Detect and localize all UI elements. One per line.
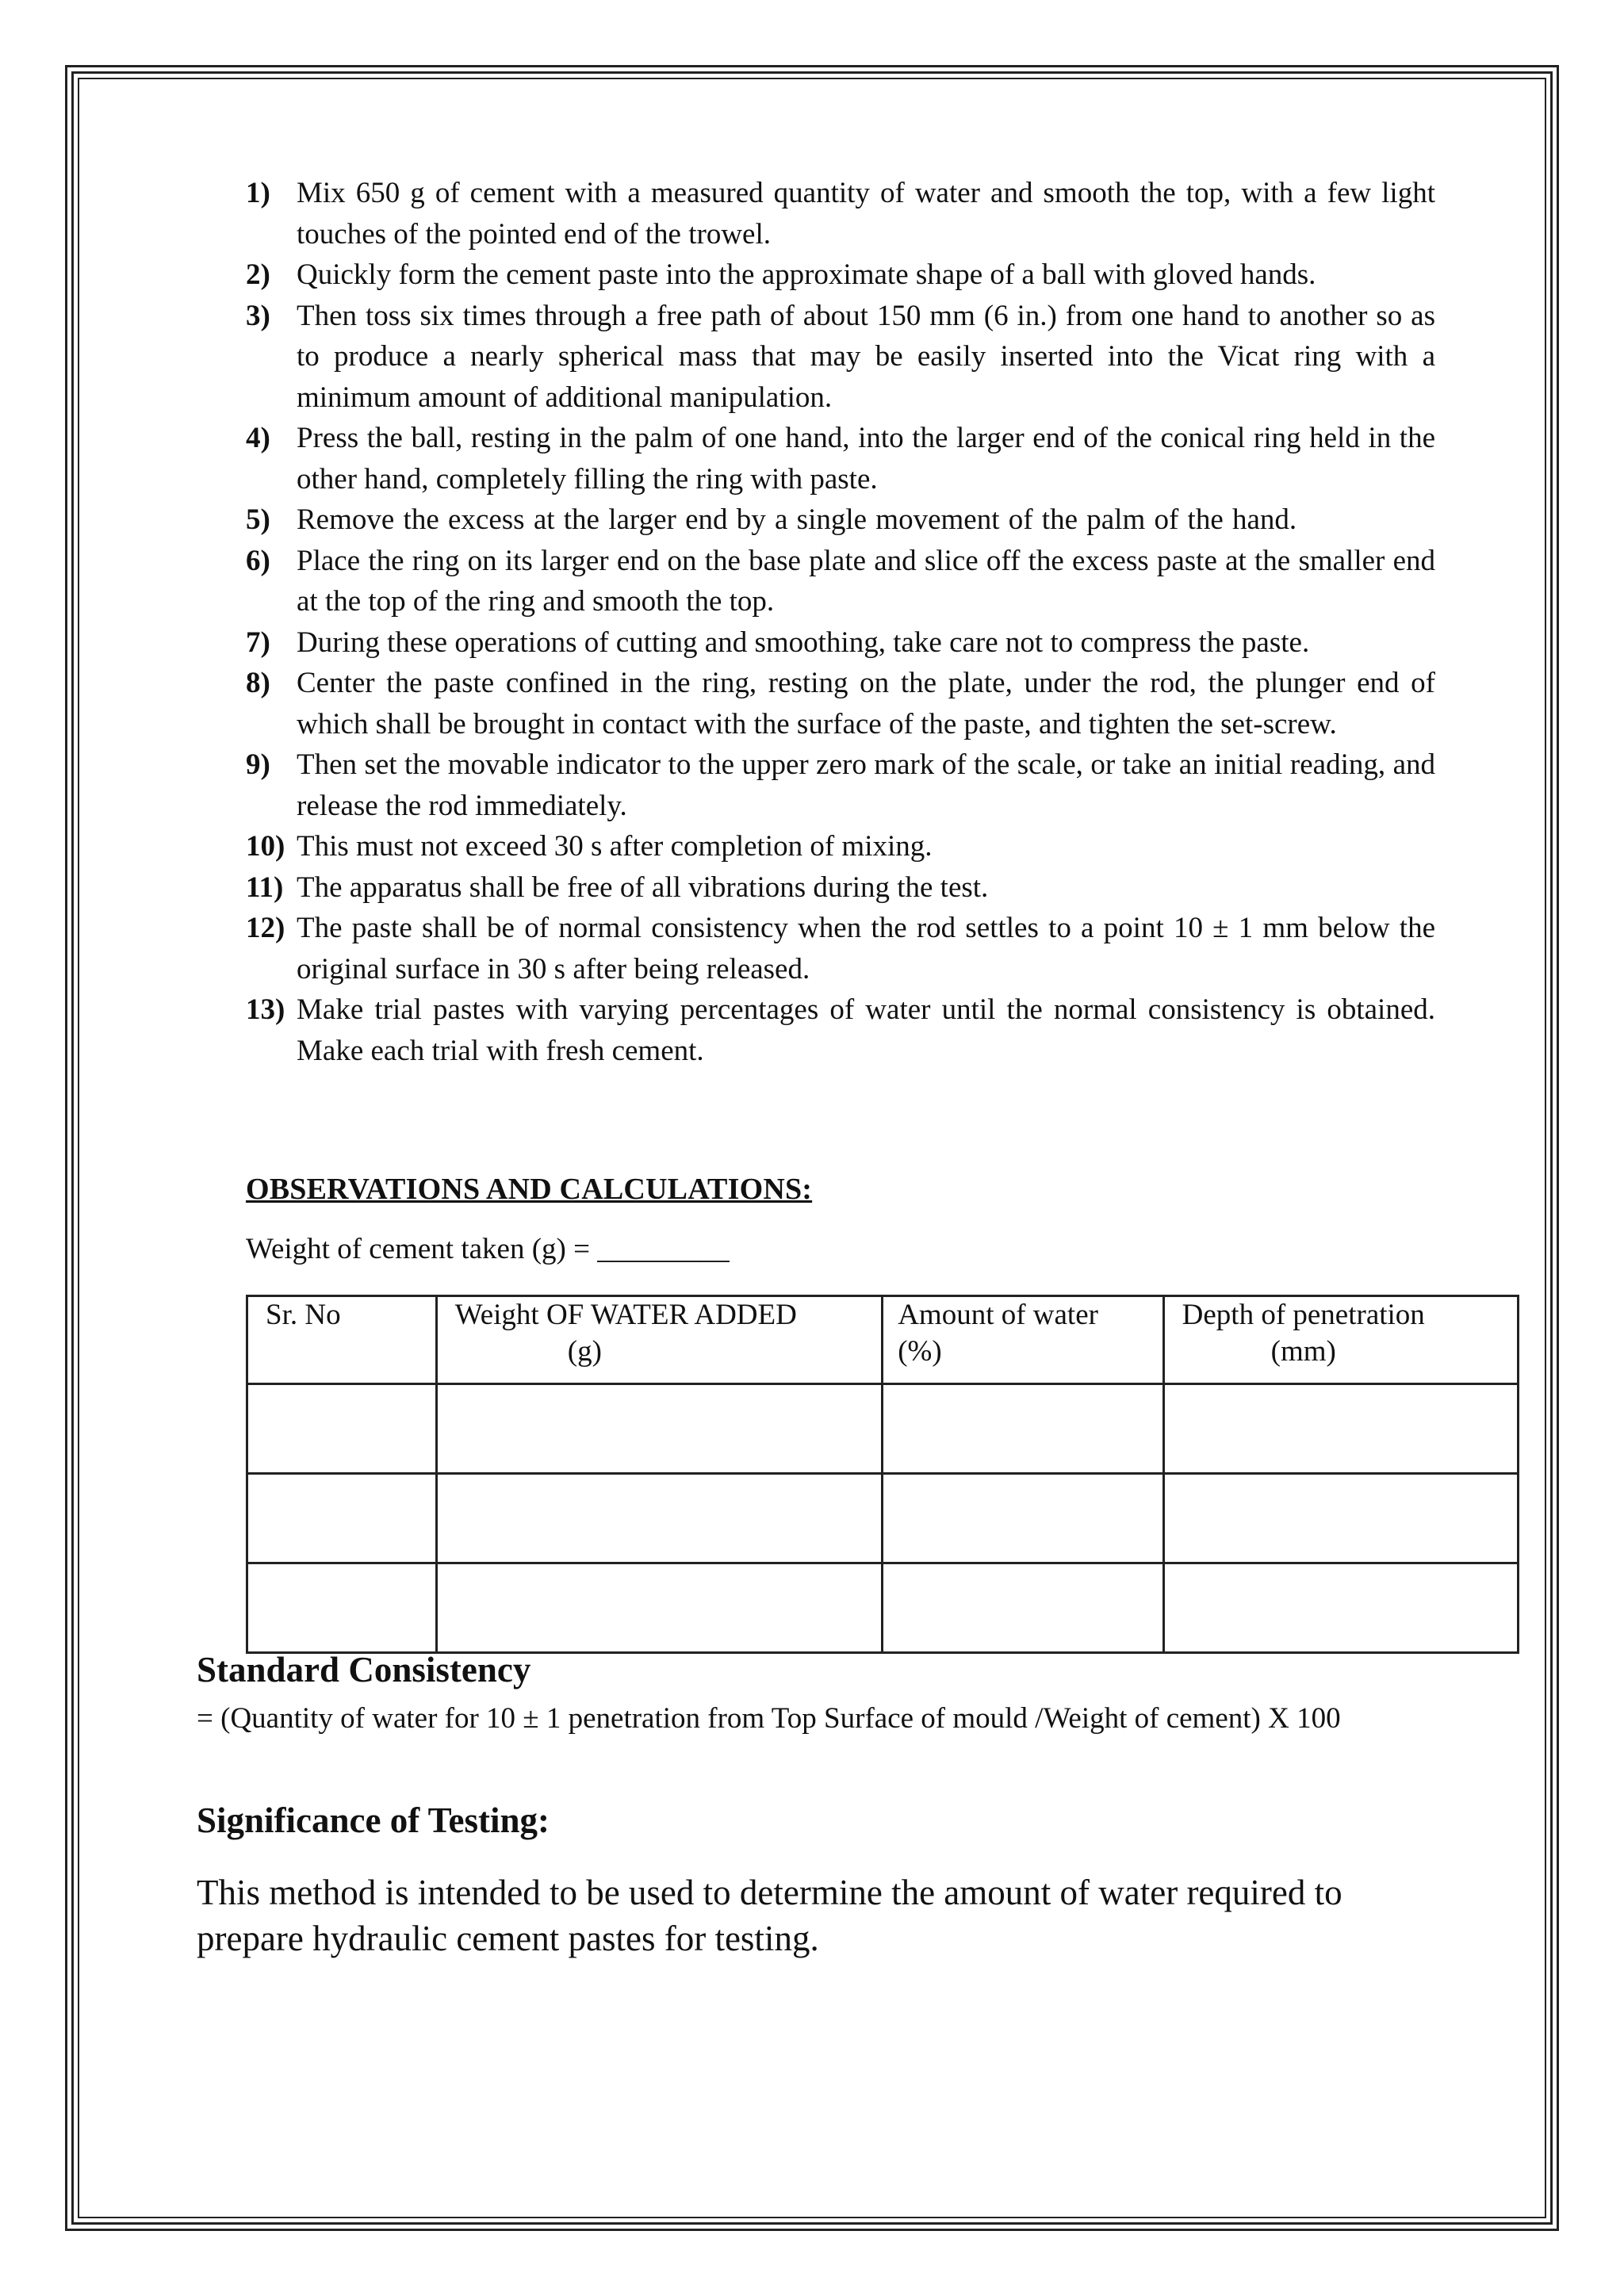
table-cell[interactable]	[883, 1384, 1163, 1474]
step-text: Mix 650 g of cement with a measured quantity of water and smooth the top, with a few light touches of the pointed end of the trowel.	[297, 177, 1435, 251]
header-water-amount	[883, 1296, 1163, 1384]
step-number: 9)	[246, 748, 270, 781]
step-text: Quickly form the cement paste into the approximate shape of a ball with gloved hands.	[297, 258, 1316, 291]
step-item	[246, 663, 1435, 744]
step-text: Center the paste confined in the ring, resting on the plate, under the rod, the plunger end of which shall be brought in contact with the surface of the paste, and tighten the set-screw.	[297, 667, 1435, 740]
step-number: 3)	[246, 299, 270, 332]
step-item	[246, 867, 1435, 909]
step-item	[246, 254, 1435, 296]
step-item	[246, 499, 1435, 541]
step-number: 11)	[246, 871, 284, 904]
step-text: Then toss six times through a free path of about 150 mm (6 in.) from one hand to another so as to produce a nearly spherical mass that may be easily inserted into the Vicat ring with a minimum amount of additional manipulation.	[297, 299, 1435, 414]
header-sr-no	[247, 1296, 437, 1384]
table-cell[interactable]	[1163, 1563, 1518, 1653]
step-number: 10)	[246, 830, 285, 863]
step-item	[246, 418, 1435, 499]
significance-body: This method is intended to be used to determine the amount of water required to prepare hydraulic cement pastes for testing.	[197, 1873, 1342, 1958]
header-water-amount-label: Amount of water	[898, 1299, 1098, 1331]
table-cell[interactable]	[1163, 1474, 1518, 1563]
observations-heading: OBSERVATIONS AND CALCULATIONS:	[246, 1173, 813, 1206]
header-water-weight-label: Weight OF WATER ADDED	[454, 1299, 797, 1331]
table-row	[247, 1474, 1519, 1563]
header-penetration-depth-unit: (mm)	[1270, 1335, 1336, 1368]
step-item	[246, 173, 1435, 254]
table-cell[interactable]	[247, 1563, 437, 1653]
step-text: Place the ring on its larger end on the base plate and slice off the excess paste at the smaller end at the top of the ring and smooth the top.	[297, 544, 1435, 618]
procedure-steps	[246, 173, 1435, 1071]
standard-consistency-title: Standard Consistency	[197, 1650, 531, 1689]
step-item	[246, 622, 1435, 664]
step-number: 2)	[246, 258, 270, 291]
table-cell[interactable]	[436, 1384, 882, 1474]
standard-consistency-formula: = (Quantity of water for 10 ± 1 penetration from Top Surface of mould /Weight of cement) X 100	[197, 1702, 1341, 1735]
step-item	[246, 744, 1435, 826]
step-text: Remove the excess at the larger end by a single movement of the palm of the hand.	[297, 503, 1297, 536]
step-text: This must not exceed 30 s after completion of mixing.	[297, 830, 933, 863]
cement-weight-line: Weight of cement taken (g) = _________	[246, 1233, 730, 1265]
table-cell[interactable]	[247, 1384, 437, 1474]
table-cell[interactable]	[247, 1474, 437, 1563]
table-row	[247, 1563, 1519, 1653]
step-number: 13)	[246, 993, 285, 1026]
step-number: 7)	[246, 626, 270, 659]
table-cell[interactable]	[1163, 1384, 1518, 1474]
table-cell[interactable]	[883, 1474, 1163, 1563]
step-text: Make trial pastes with varying percentages of water until the normal consistency is obtained. Make each trial with fresh cement.	[297, 993, 1435, 1067]
table-header-row	[247, 1296, 1519, 1384]
observations-table	[246, 1295, 1519, 1654]
significance-title: Significance of Testing:	[197, 1800, 550, 1840]
step-number: 8)	[246, 667, 270, 699]
step-text: The paste shall be of normal consistency when the rod settles to a point 10 ± 1 mm below the original surface in 30 s after being released.	[297, 912, 1435, 985]
step-number: 6)	[246, 544, 270, 577]
header-sr-no-label: Sr. No	[266, 1299, 341, 1331]
step-item	[246, 826, 1435, 867]
step-text: Then set the movable indicator to the upper zero mark of the scale, or take an initial reading, and release the rod immediately.	[297, 748, 1435, 822]
header-penetration-depth-label: Depth of penetration	[1182, 1299, 1425, 1331]
header-water-weight-unit: (g)	[567, 1335, 602, 1368]
header-water-weight	[436, 1296, 882, 1384]
table-cell[interactable]	[436, 1474, 882, 1563]
step-text: The apparatus shall be free of all vibrations during the test.	[297, 871, 989, 904]
step-item	[246, 296, 1435, 419]
step-number: 5)	[246, 503, 270, 536]
header-water-amount-unit: (%)	[898, 1335, 942, 1368]
table-cell[interactable]	[436, 1563, 882, 1653]
step-number: 12)	[246, 912, 285, 944]
table-cell[interactable]	[883, 1563, 1163, 1653]
step-item	[246, 908, 1435, 989]
step-number: 4)	[246, 422, 270, 454]
header-penetration-depth	[1163, 1296, 1518, 1384]
step-item	[246, 989, 1435, 1071]
step-number: 1)	[246, 177, 270, 209]
step-item	[246, 541, 1435, 622]
step-text: During these operations of cutting and smoothing, take care not to compress the paste.	[297, 626, 1310, 659]
table-row	[247, 1384, 1519, 1474]
step-text: Press the ball, resting in the palm of one hand, into the larger end of the conical ring held in the other hand, completely filling the ring with paste.	[297, 422, 1435, 496]
